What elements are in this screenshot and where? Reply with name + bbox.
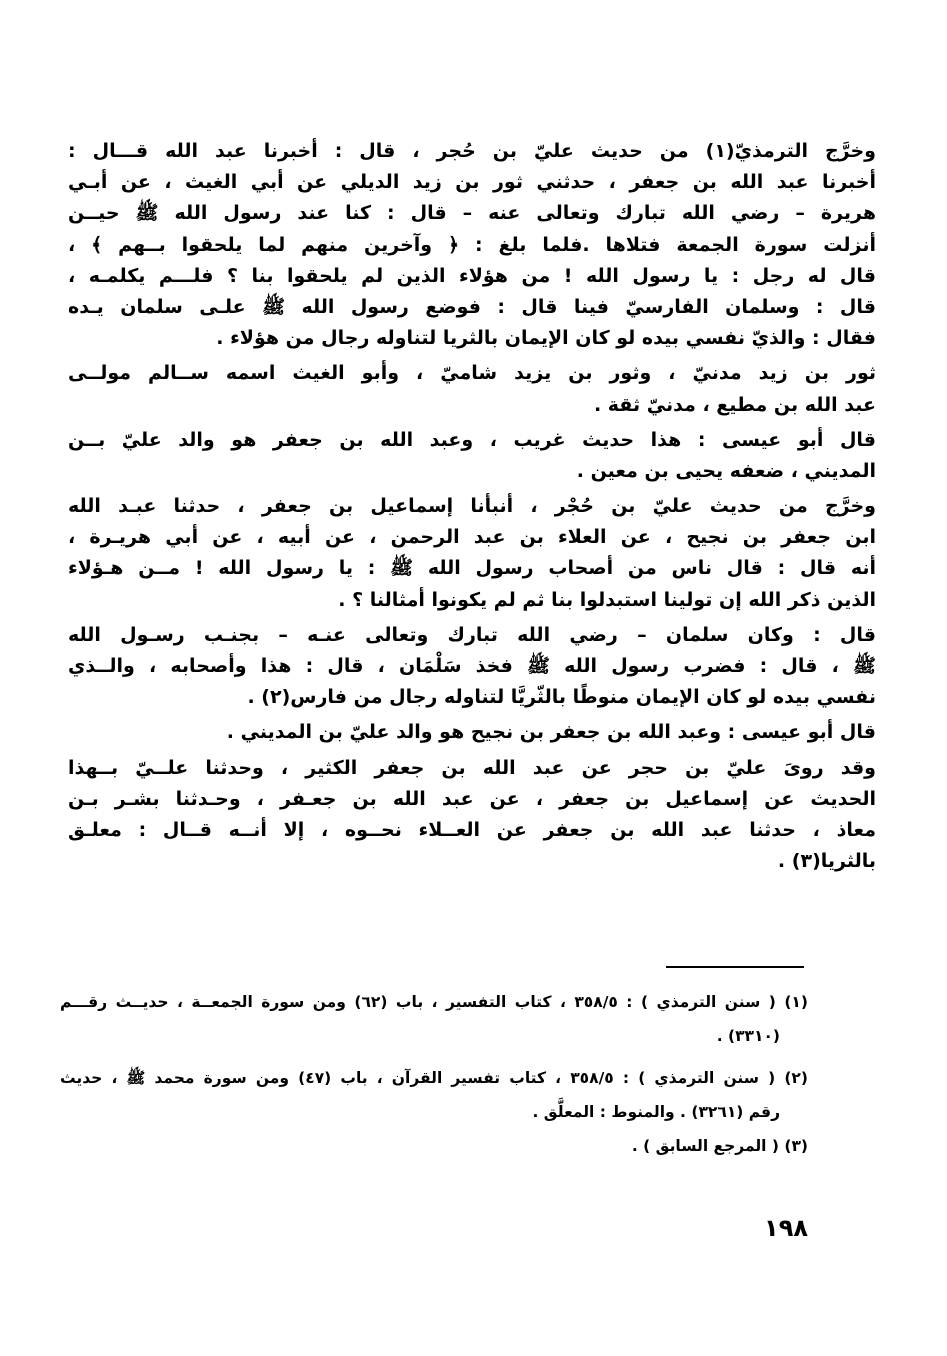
- text-line: وخرَّج الترمذيّ(١) من حديث عليّ بن حُجر ، قال : أخبرنا عبد الله قـــال :: [68, 140, 876, 162]
- paragraph: [68, 491, 876, 616]
- paragraph: [68, 136, 876, 354]
- text-line: وقد روىَ عليّ بن حجر عن عبد الله بن جعفر الكثير ، وحدثنا علــيّ بــهذا: [68, 756, 876, 779]
- footnote-line: (١) ( سنن الترمذي ) : ٣٥٨/٥ ، كتاب التفسير ، باب (٦٢) ومن سورة الجمعــة ، حديــث رقـــم: [60, 993, 808, 1011]
- text-line: بالثريا(٣) .: [777, 850, 876, 873]
- text-line: ثور بن زيد مدنيّ ، وثور بن يزيد شاميّ ، وأبو الغيث اسمه ســالم مولــى: [68, 362, 876, 385]
- paragraph: [68, 358, 876, 420]
- paragraph: [68, 753, 876, 878]
- text-line: نفسي بيده لو كان الإيمان منوطًا بالثّريَّا لتناوله رجال من فارس(٢) .: [247, 686, 876, 709]
- paragraph: [68, 425, 876, 487]
- text-line: أنزلت سورة الجمعة فتلاها .فلما بلغ : ﴿ وآخرين منهم لما يلحقوا بــهم ﴾ ،: [68, 233, 876, 256]
- footnote-line: (٢) ( سنن الترمذي ) : ٣٥٨/٥ ، كتاب تفسير القرآن ، باب (٤٧) ومن سورة محمد ﷺ ، حديث: [60, 1069, 808, 1087]
- text-line: الحديث عن إسماعيل بن جعفر ، عن عبد الله بن جعـفر ، وحـدثنا بشـر بـن: [68, 787, 876, 810]
- text-line: قال : وسلمان الفارسيّ فينا قال : فوضع رسول الله ﷺ علـى سلمان يـده: [68, 295, 876, 318]
- paragraph: [68, 717, 876, 748]
- text-line: هريرة – رضي الله تبارك وتعالى عنه – قال : كنا عند رسول الله ﷺ حيــن: [68, 202, 876, 225]
- footnote-line: رقم (٣٢٦١) . والمنوط : المعلَّق .: [532, 1103, 780, 1121]
- footnote-line: (٣) ( المرجع السابق ) .: [631, 1137, 808, 1155]
- footnote-separator: [666, 966, 804, 968]
- text-line: عبد الله بن مطيع ، مدنيّ ثقة .: [593, 393, 876, 416]
- text-line: ابن جعفر بن نجيح ، عن العلاء بن عبد الرحمن ، عن أبيه ، عن أبي هريـرة ،: [68, 526, 876, 549]
- footnote: [60, 985, 808, 1053]
- footnote-line: (٣٣١٠) .: [716, 1027, 780, 1045]
- text-line: المديني ، ضعفه يحيى بن معين .: [576, 459, 876, 482]
- main-text: [68, 136, 876, 881]
- footnote: [60, 1129, 808, 1163]
- text-line: أنه قال : قال ناس من أصحاب رسول الله ﷺ : يا رسول الله ! مــن هـؤلاء: [68, 557, 876, 580]
- footnotes: [60, 985, 808, 1163]
- paragraph: [68, 620, 876, 714]
- text-line: وخرَّج من حديث عليّ بن حُجْر ، أنبأنا إسماعيل بن جعفر ، حدثنا عبـد الله: [68, 495, 876, 518]
- text-line: الذين ذكر الله إن تولينا استبدلوا بنا ثم لم يكونوا أمثالنا ؟ .: [338, 588, 876, 611]
- text-line: قال : وكان سلمان – رضي الله تبارك وتعالى عنـه – بجنـب رسـول الله: [68, 623, 876, 646]
- text-line: أخبرنا عبد الله بن جعفر ، حدثني ثور بن زيد الديلي عن أبي الغيث ، عن أبـي: [68, 171, 876, 194]
- text-line: ﷺ ، قال : فضرب رسول الله ﷺ فخذ سَلْمَان ، قال : هذا وأصحابه ، والــذي: [68, 655, 876, 677]
- text-line: قال أبو عيسى : وعبد الله بن جعفر بن نجيح هو والد عليّ بن المديني .: [226, 721, 876, 744]
- text-line: قال أبو عيسى : هذا حديث غريب ، وعبد الله بن جعفر هو والد عليّ بــن: [68, 428, 876, 451]
- text-line: قال له رجل : يا رسول الله ! من هؤلاء الذين لم يلحقوا بنا ؟ فلـــم يكلمـه ،: [68, 264, 876, 287]
- footnote: [60, 1061, 808, 1129]
- page-number: ١٩٨: [764, 1214, 808, 1242]
- text-line: معاذ ، حدثنا عبد الله بن جعفر عن العــلاء نحــوه ، إلا أنــه قــال : معلـق: [68, 818, 876, 841]
- text-line: فقال : والذيّ نفسي بيده لو كان الإيمان بالثريا لتناوله رجال من هؤلاء .: [216, 327, 876, 350]
